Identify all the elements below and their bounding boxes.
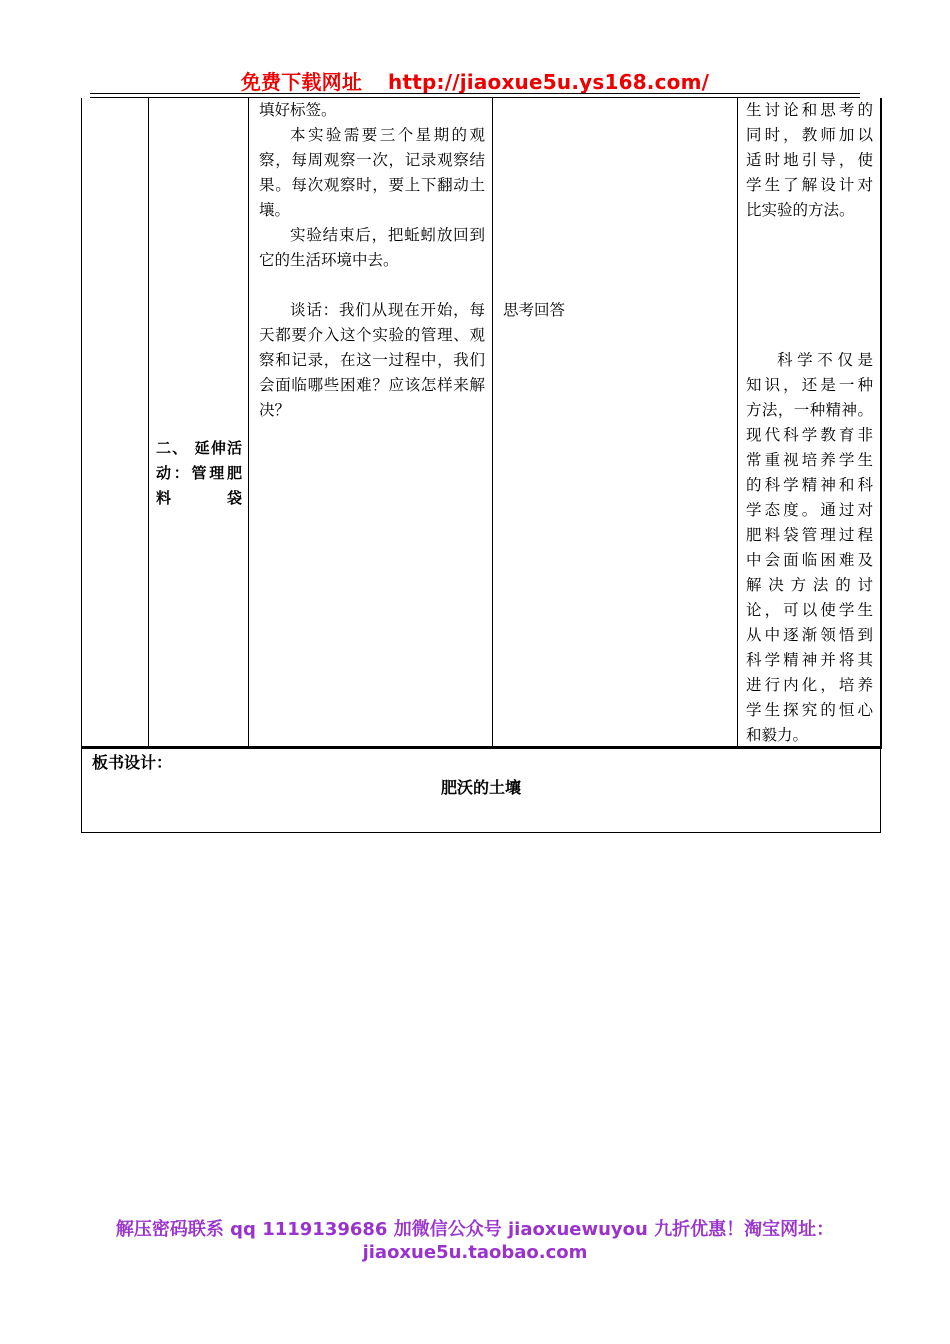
board-design-box <box>81 748 881 833</box>
intent-line: 和毅力。 <box>746 726 809 744</box>
intent-line: 中会面临困难及 <box>746 551 873 569</box>
intent-line: 从中逐渐领悟到 <box>746 626 873 644</box>
design-intent-cell <box>746 98 873 748</box>
intent-line: 科学不仅是 <box>777 351 873 369</box>
column-divider-2 <box>248 98 249 746</box>
intent-line: 论，可以使学生 <box>746 601 873 619</box>
teacher-paragraph: 本实验需要三个星期的观察，每周观察一次，记录观察结果。每次观察时，要上下翻动土壤。 <box>259 126 485 219</box>
page-footer <box>0 1218 950 1264</box>
board-design-label: 板书设计： <box>92 753 173 772</box>
intent-line: 学生了解设计对 <box>746 176 873 194</box>
intent-line: 学生探究的恒心 <box>746 701 873 719</box>
header-rule-top <box>90 93 860 94</box>
intent-line: 肥料袋管理过程 <box>746 526 873 544</box>
header-title: 免费下载网址 <box>240 70 363 94</box>
intent-line: 知识，还是一种 <box>746 376 873 394</box>
footer-contact-line: 解压密码联系 qq 1119139686 加微信公众号 jiaoxuewuyou 九折优惠！淘宝网址： <box>115 1219 835 1240</box>
intent-line: 的科学精神和科 <box>746 476 873 494</box>
page-header <box>0 66 950 96</box>
footer-shop-link[interactable]: jiaoxue5u.taobao.com <box>362 1242 588 1263</box>
column-divider-4 <box>737 98 738 746</box>
column-divider-3 <box>492 98 493 746</box>
section-label-cell <box>156 436 242 511</box>
teacher-activity-cell <box>259 98 485 423</box>
intent-line: 同时，教师加以 <box>746 126 873 144</box>
intent-line: 学态度。通过对 <box>746 501 873 519</box>
intent-line: 生讨论和思考的 <box>746 101 873 119</box>
lesson-plan-table <box>81 98 882 749</box>
board-design-title: 肥沃的土壤 <box>440 778 521 797</box>
intent-line: 适时地引导，使 <box>746 151 873 169</box>
student-activity-cell <box>503 298 729 323</box>
intent-line: 现代科学教育非 <box>746 426 873 444</box>
column-divider-1 <box>148 98 149 746</box>
teacher-paragraph: 谈话：我们从现在开始，每天都要介入这个实验的管理、观察和记录，在这一过程中，我们会面临哪些困难？应该怎样来解决？ <box>259 301 485 419</box>
section-label: 二、 延伸活动：管理肥料袋 <box>156 439 242 507</box>
intent-line: 方法，一种精神。 <box>746 401 873 419</box>
teacher-paragraph: 实验结束后，把蚯蚓放回到它的生活环境中去。 <box>259 226 485 269</box>
intent-line: 常重视培养学生 <box>746 451 873 469</box>
teacher-paragraph: 填好标签。 <box>259 101 337 119</box>
student-activity-text: 思考回答 <box>503 301 566 319</box>
intent-line: 解决方法的讨 <box>746 576 873 594</box>
intent-line: 科学精神并将其 <box>746 651 873 669</box>
header-url-link[interactable]: http://jiaoxue5u.ys168.com/ <box>388 70 710 94</box>
intent-line: 比实验的方法。 <box>746 201 855 219</box>
intent-line: 进行内化，培养 <box>746 676 873 694</box>
